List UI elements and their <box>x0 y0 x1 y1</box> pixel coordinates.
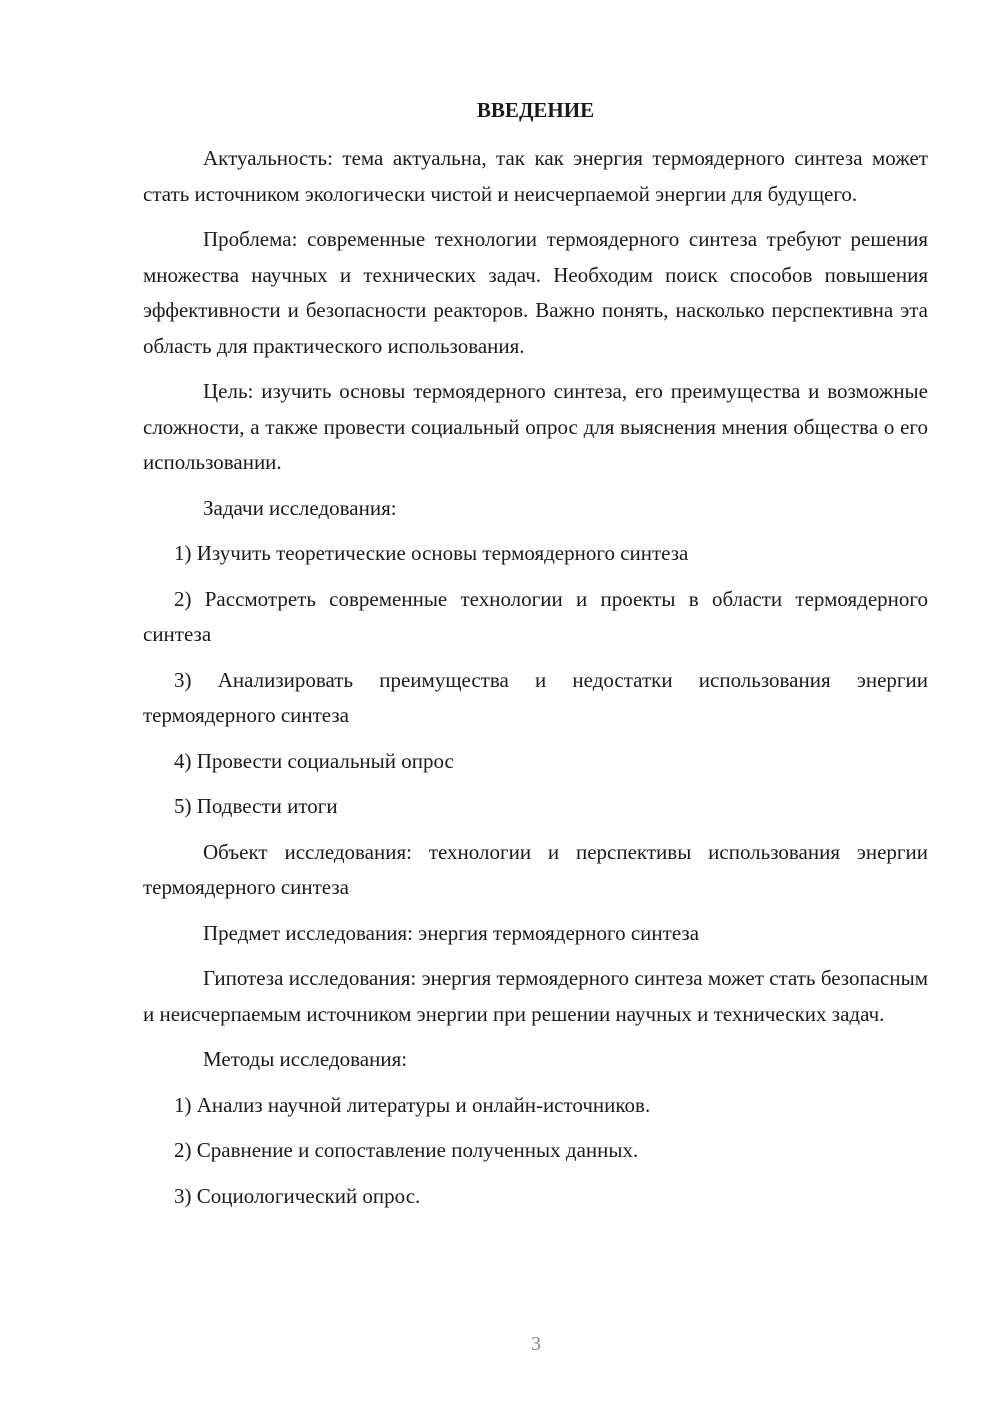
page-number: 3 <box>531 1333 541 1355</box>
task-item-3: 3) Анализировать преимущества и недостатки использования энергии термоядерного синтеза <box>143 667 928 727</box>
goal-paragraph: Цель: изучить основы термоядерного синтеза, его преимущества и возможные сложности, а также провести социальный опрос для выяснения мнения общества о его использовании. <box>143 379 928 474</box>
document-page <box>143 96 928 1224</box>
method-item-3: 3) Социологический опрос. <box>174 1183 421 1208</box>
hypothesis-paragraph: Гипотеза исследования: энергия термоядерного синтеза может стать безопасным и неисчерпаемым источником энергии при решении научных и технических задач. <box>143 966 928 1026</box>
task-item-1: 1) Изучить теоретические основы термоядерного синтеза <box>174 541 689 565</box>
task-item-2: 2) Рассмотреть современные технологии и проекты в области термоядерного синтеза <box>143 586 928 646</box>
relevance-paragraph: Актуальность: тема актуальна, так как энергия термоядерного синтеза может стать источником экологически чистой и неисчерпаемой энергии для будущего. <box>143 146 928 206</box>
method-item-2: 2) Сравнение и сопоставление полученных данных. <box>174 1138 639 1162</box>
tasks-heading: Задачи исследования: <box>203 495 397 520</box>
task-item-5: 5) Подвести итоги <box>174 794 338 818</box>
document-title: ВВЕДЕНИЕ <box>476 98 595 122</box>
method-item-1: 1) Анализ научной литературы и онлайн-источников. <box>174 1092 651 1117</box>
subject-paragraph: Предмет исследования: энергия термоядерного синтеза <box>203 920 700 945</box>
task-item-4: 4) Провести социальный опрос <box>174 748 454 773</box>
problem-paragraph: Проблема: современные технологии термоядерного синтеза требуют решения множества научных и технических задач. Необходим поиск способов повышения эффективности и безопасности реакторов. Важно понять, насколько перспективна эта область для практического использования. <box>143 227 928 358</box>
object-paragraph: Объект исследования: технологии и перспективы использования энергии термоядерного синтеза <box>143 839 928 899</box>
methods-heading: Методы исследования: <box>203 1047 408 1071</box>
